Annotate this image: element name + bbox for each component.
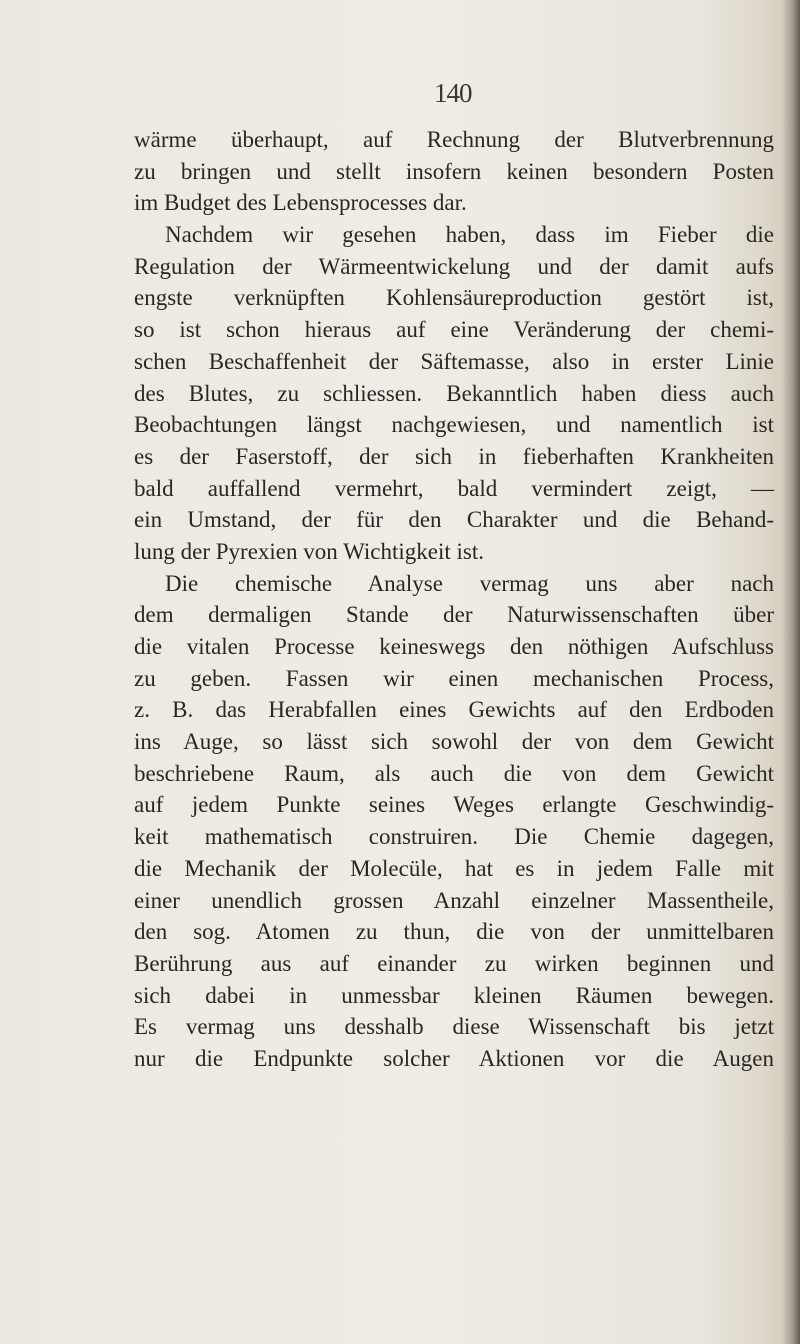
text-line: die vitalen Processe keineswegs den nöthigen Aufschluss (134, 634, 774, 659)
text-line: dem dermaligen Stande der Naturwissenschaften über (134, 602, 774, 628)
text-line: die Mechanik der Molecüle, hat es in jedem Falle mit (134, 855, 774, 881)
text-line: so ist schon hieraus auf eine Veränderung der chemi- (134, 317, 774, 343)
text-line: zu bringen und stellt insofern keinen besondern Posten (134, 158, 774, 184)
text-line: nur die Endpunkte solcher Aktionen vor die Augen (134, 1045, 774, 1071)
text-line: Berührung aus auf einander zu wirken beginnen und (134, 950, 774, 976)
text-line: es der Faserstoff, der sich in fieberhaften Krankheiten (134, 443, 774, 469)
text-line: beschriebene Raum, als auch die von dem Gewicht (134, 760, 774, 786)
page-number: 140 (434, 78, 472, 108)
text-line: auf jedem Punkte seines Weges erlangte Geschwindig- (134, 792, 774, 818)
text-line: Beobachtungen längst nachgewiesen, und namentlich ist (134, 412, 774, 438)
text-line: lung der Pyrexien von Wichtigkeit ist. (134, 538, 484, 564)
page-edge-shadow (782, 0, 800, 1344)
text-line: zu geben. Fassen wir einen mechanischen Process, (134, 665, 774, 691)
text-line: Nachdem wir gesehen haben, dass im Fieber die (165, 222, 774, 248)
text-line: wärme überhaupt, auf Rechnung der Blutverbrennung (134, 127, 774, 152)
text-line: den sog. Atomen zu thun, die von der unmittelbaren (134, 919, 774, 945)
text-line: keit mathematisch construiren. Die Chemie dagegen, (134, 824, 774, 850)
body-text (134, 124, 774, 1075)
text-line: sich dabei in unmessbar kleinen Räumen bewegen. (134, 982, 774, 1008)
text-line: ein Umstand, der für den Charakter und die Behand- (134, 507, 774, 533)
text-line: schen Beschaffenheit der Säftemasse, also in erster Linie (134, 348, 774, 374)
text-line: Die chemische Analyse vermag uns aber nach (165, 570, 774, 596)
text-line: z. B. das Herabfallen eines Gewichts auf den Erdboden (134, 697, 774, 723)
text-line: bald auffallend vermehrt, bald vermindert zeigt, — (134, 475, 774, 501)
text-line: des Blutes, zu schliessen. Bekanntlich haben diess auch (134, 380, 774, 406)
text-line: ins Auge, so lässt sich sowohl der von dem Gewicht (134, 729, 774, 755)
text-line: im Budget des Lebensprocesses dar. (134, 190, 467, 216)
text-line: engste verknüpften Kohlensäureproduction gestört ist, (134, 285, 774, 311)
text-line: Regulation der Wärmeentwickelung und der damit aufs (134, 253, 774, 279)
text-line: Es vermag uns desshalb diese Wissenschaft bis jetzt (134, 1014, 774, 1040)
text-line: einer unendlich grossen Anzahl einzelner Massentheile, (134, 887, 774, 913)
